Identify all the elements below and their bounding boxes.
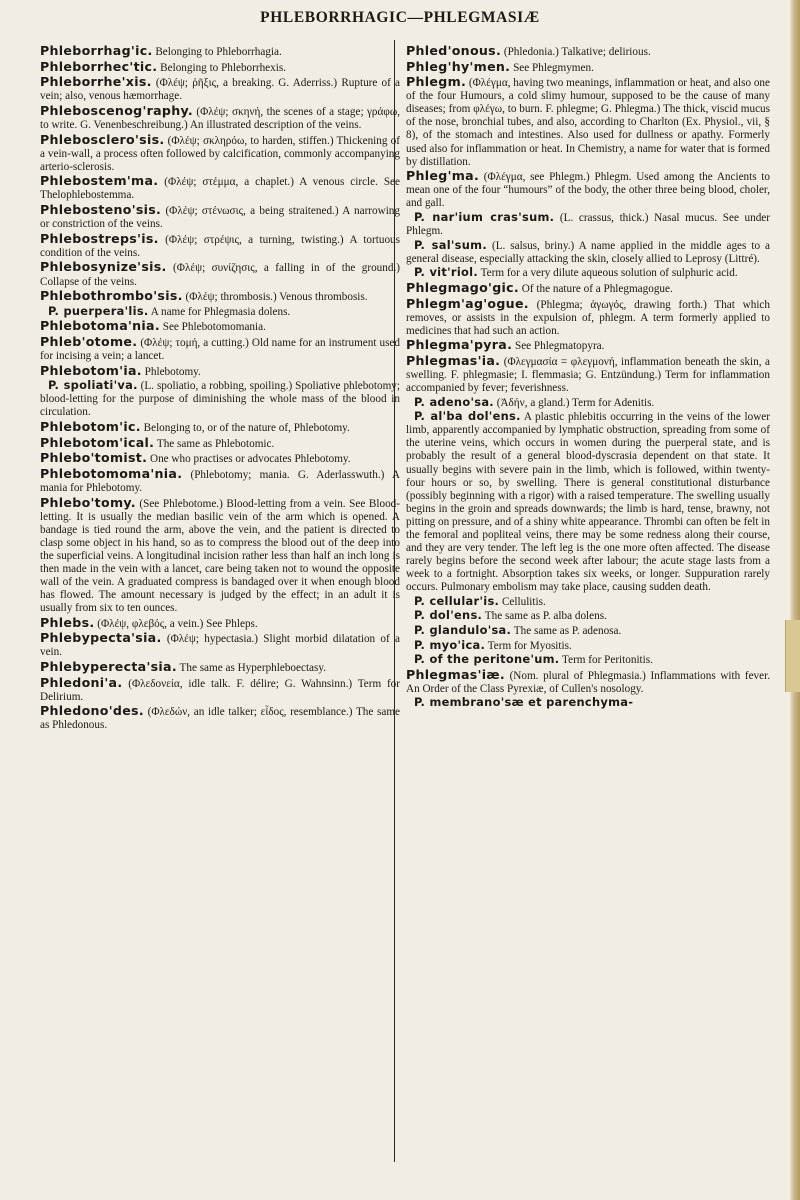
entry-definition: (Φλέψ; στένωσις, a being straitened.) A narrowing or constriction of the veins. [40,205,400,231]
entry-definition: (Ἀδήν, a gland.) Term for Adenitis. [493,396,655,409]
entry-definition: (Φλέψ; hypectasia.) Slight morbid dilatation of a vein. [40,633,400,659]
entry-headword: Phlegmas'iæ. [406,666,505,682]
dictionary-entry [40,289,400,304]
entry-headword: Phlebotoma'nia. [40,318,160,334]
entry-headword: P. membrano'sæ et parenchyma- [414,695,634,710]
entry-definition: A plastic phlebitis occurring in the veins of the lower limb, apparently accompanied by lymphatic obstruction, spreading from some of the uterine veins, which occurs in women during the puerperal state, and is probably the result of a general blood-dyscrasia dependent on that state. It usually begins with severe pain in the limb, which is followed, within twenty-four hours or so, by swelling. There is general constitutional disturbance (possibly beginning with a rigor) with a raised temperature. The swelling usually begins in the groin and spreads downwards; the limb is hard, tense, brawny, not pitting on pressure, and of a shiny white appearance. Thrombi can often be felt in the femoral and popliteal veins, there may be some redness along their course, and they are very tender. The left leg is the one more often affected. The disease rarely begins before the second week after labour; the acute stage lasts from a week to a fortnight. Absorption takes six weeks, or longer. Suppuration rarely occurs. Pulmonary embolism may take place, causing sudden death. [406,411,770,593]
entry-headword: Phlebypecta'sia. [40,630,162,646]
dictionary-entry [40,451,400,466]
dictionary-entry [40,232,400,260]
entry-headword: Phlegm'ag'ogue. [406,295,529,311]
entry-headword: Phleb'otome. [40,334,138,350]
entry-definition: (Nom. plural of Phlegmasia.) Inflammations with fever. An Order of the Class Pyrexiæ, of Cullen's nosology. [406,669,770,695]
entry-definition: (Φλέψ; τομή, a cutting.) Old name for an instrument used for incising a vein; a lancet. [40,337,400,363]
entry-definition: (See Phlebotome.) Blood-letting from a vein. See Blood-letting. It is usually the median basilic vein of the arm which is opened. A bandage is tied round the arm, above the vein, and the patient is directed to clasp some object in his hand, so as to compress the blood out of the deep into the superficial veins. A longitudinal incision rather less than half an inch long is then made in the vein with a lancet, care being taken not to wound the opposite wall of the vein. A graduated compress is bandaged over it when enough blood has flowed. The amount necessary is judged by the effect; in an adult it is usually from six to ten ounces. [40,497,400,615]
dictionary-entry [406,169,770,210]
dictionary-entry [406,239,770,266]
entry-definition: One who practises or advocates Phlebotomy. [147,453,351,466]
dictionary-entry [406,281,770,296]
dictionary-entry [40,260,400,288]
entry-definition: (Φλέψ; στέμμα, a chaplet.) A venous circle. See Thelophlebostemma. [40,176,400,202]
entry-definition: A name for Phlegmasia dolens. [148,305,291,318]
dictionary-entry [40,60,400,75]
entry-definition: Belonging to, or of the nature of, Phlebotomy. [140,422,350,435]
entry-headword: Phled'onous. [406,43,502,58]
dictionary-entry [40,104,400,132]
dictionary-entry [40,420,400,435]
entry-definition: Belonging to Phleborrhexis. [157,61,287,74]
dictionary-entry [406,266,770,280]
entry-definition: Term for a very dilute aqueous solution of sulphuric acid. [478,267,738,280]
left-column [40,44,400,733]
entry-headword: Phleboscenog'raphy. [40,102,193,118]
entry-headword: Phleborrhec'tic. [40,58,158,74]
entry-definition: Of the nature of a Phlegmagogue. [519,282,673,295]
entry-definition: Phlebotomy. [141,365,201,378]
entry-headword: P. adeno'sa. [414,394,494,409]
dictionary-entry [406,338,770,353]
entry-headword: Phlegma'pyra. [406,337,513,353]
entry-definition: Belonging to Phleborrhagia. [152,46,282,58]
dictionary-entry [40,133,400,174]
right-column [406,44,770,711]
dictionary-entry [406,211,770,238]
dictionary-entry [40,631,400,659]
entry-definition: See Phlegmatopyra. [512,340,605,353]
entry-definition: (Φλεγμασία = φλεγμονή, inflammation beneath the skin, a swelling. F. phlegmasie; I. flemmasia; G. Entzündung.) Term for inflammation accompanied by fever; feverishness. [406,355,770,395]
entry-headword: P. dol'ens. [414,608,483,623]
dictionary-entry [40,436,400,451]
entry-definition: The same as Phlebotomic. [154,437,275,450]
dictionary-entry [406,696,770,710]
entry-headword: P. nar'ium cras'sum. [414,209,555,224]
entry-definition: (Φλέψ; σκληρόω, to harden, stiffen.) Thickening of a vein-wall, a process often followed by calcification, commonly accompanying arterio-sclerosis. [40,134,400,173]
dictionary-entry [406,639,770,653]
entry-definition: (Φλέψ; ῥῆξις, a breaking. G. Aderriss.) Rupture of a vein; also, venous hæmorrhage. [40,77,400,103]
dictionary-entry [406,653,770,667]
dictionary-entry [40,319,400,334]
dictionary-entry [406,297,770,338]
dictionary-entry [40,676,400,704]
entry-definition: (Φλεδών, an idle talker; εἶδος, resemblance.) The same as Phledonous. [40,706,400,732]
dictionary-entry [40,364,400,379]
entry-headword: Phleg'hy'men. [406,58,511,74]
entry-headword: Phlebotom'ical. [40,434,155,450]
entry-headword: Phlebothrombo'sis. [40,288,183,304]
entry-headword: Phlebyperecta'sia. [40,659,177,675]
entry-definition: (Phlebotomy; mania. G. Aderlasswuth.) A mania for Phlebotomy. [40,469,400,495]
entry-definition: The same as P. adenosa. [511,624,622,637]
page-edge [790,0,800,1200]
dictionary-entry [406,410,770,594]
entry-headword: P. puerpera'lis. [48,303,149,318]
entry-headword: Phlegmago'gic. [406,279,519,295]
entry-definition: (L. spoliatio, a robbing, spoiling.) Spoliative phlebotomy; blood-letting for the purpose of diminishing the whole mass of the blood in circulation. [40,380,401,419]
entry-headword: Phleg'ma. [406,168,480,184]
entry-headword: P. vit'riol. [414,265,478,280]
entry-definition: The same as P. alba dolens. [482,610,607,623]
entry-headword: P. cellular'is. [414,593,500,608]
dictionary-entry [40,174,400,202]
entry-definition: (Phledonia.) Talkative; delirious. [501,46,651,58]
entry-definition: Cellulitis. [499,595,546,608]
dictionary-entry [40,704,400,732]
entry-definition: Term for Peritonitis. [559,654,653,667]
dictionary-entry [406,75,770,168]
entry-definition: (L. salsus, briny.) A name applied in the middle ages to a general disease, especially attacking the skin, closely allied to Leprosy (Littré). [406,239,771,265]
entry-definition: The same as Hyperphleboectasy. [176,662,327,675]
dictionary-entry [406,44,770,59]
dictionary-entry [406,396,770,410]
dictionary-entry [40,467,400,495]
dictionary-entry [40,335,400,363]
dictionary-entry [406,354,770,395]
dictionary-entry [406,60,770,75]
entry-definition: Term for Myositis. [485,639,572,652]
running-head: PHLEBORRHAGIC—PHLEGMASIÆ [260,9,540,26]
entry-definition: See Phlebotomomania. [159,321,266,334]
entry-headword: Phlebo'tomist. [40,450,148,466]
entry-headword: Phlebosclero'sis. [40,131,165,147]
entry-definition: (Φλεδονεία, idle talk. F. délire; G. Wahnsinn.) Term for Delirium. [40,677,400,703]
entry-definition: (Φλέψ; στρέψις, a turning, twisting.) A tortuous condition of the veins. [40,233,400,259]
dictionary-entry [406,624,770,638]
entry-headword: Phlegmas'ia. [406,352,501,368]
dictionary-entry [406,595,770,609]
entry-headword: P. al'ba dol'ens. [414,409,521,424]
entry-definition: (Φλέψ; συνίζησις, a falling in of the ground.) Collapse of the veins. [40,262,400,288]
thumb-index-tab [785,620,800,692]
dictionary-entry [406,668,770,696]
entry-headword: Phledono'des. [40,703,144,719]
entry-definition: (Φλέψ; σκηνή, the scenes of a stage; γράφω, to write. G. Venenbeschreibung.) An illustrated description of the veins. [40,105,400,132]
entry-headword: Phlebosynize'sis. [40,259,167,275]
entry-definition: (Phlegma; ἀγωγός, drawing forth.) That which removes, or assists in the expulsion of, phlegm. A term formerly applied to medicines that had such an action. [406,298,770,337]
entry-headword: Phlebo'tomy. [40,494,136,510]
entry-headword: Phledoni'a. [40,674,123,690]
entry-headword: Phlebosteno'sis. [40,202,162,218]
entry-headword: Phlegm. [406,74,467,90]
entry-headword: Phleborrhag'ic. [40,43,153,58]
dictionary-entry [40,203,400,231]
entry-definition: (L. crassus, thick.) Nasal mucus. See under Phlegm. [406,211,770,237]
entry-headword: P. sal'sum. [414,237,487,252]
entry-definition: (Φλέγμα, see Phlegm.) Phlegm. Used among the Ancients to mean one of the four “humours” of the body, the other three being blood, choler, and gall. [406,171,770,210]
dictionary-entry [40,496,400,615]
entry-definition: (Φλέγμα, having two meanings, inflammation or heat, and also one of the four Humours, a cold slimy humour, supposed to be the cause of many diseases; from φλέγω, to burn. F. phlegme; G. Phlegma.) The thick, viscid mucus of the nose, bronchial tubes, and also, according to Charlton (Ex. Physiol., vii, § 8), of the stomach and intestines. Also used for dullness or apathy. Formerly used also for inflammation or heat. In Chemistry, a name for water that is formed by distillation. [406,77,770,168]
entry-definition: (Φλέψ, φλεβός, a vein.) See Phleps. [94,617,258,630]
dictionary-entry [406,609,770,623]
dictionary-entry [40,305,400,319]
entry-headword: Phlebostem'ma. [40,173,159,189]
entry-headword: P. spoliati'va. [48,378,138,393]
entry-headword: P. myo'ica. [414,637,486,652]
entry-headword: Phlebotom'ia. [40,362,142,378]
entry-headword: Phlebotom'ic. [40,419,141,435]
dictionary-entry [40,616,400,631]
entry-headword: P. of the peritone'um. [414,652,560,667]
entry-definition: See Phlegmymen. [510,61,594,74]
entry-definition: (Φλέψ; thrombosis.) Venous thrombosis. [182,291,368,304]
entry-headword: Phlebotomoma'nia. [40,466,183,482]
entry-headword: P. glandulo'sa. [414,622,512,637]
dictionary-entry [40,44,400,59]
entry-headword: Phlebs. [40,614,95,630]
entry-headword: Phlebostreps'is. [40,230,159,246]
dictionary-entry [40,379,400,419]
entry-headword: Phleborrhe'xis. [40,74,152,90]
dictionary-entry [40,660,400,675]
dictionary-entry [40,75,400,103]
